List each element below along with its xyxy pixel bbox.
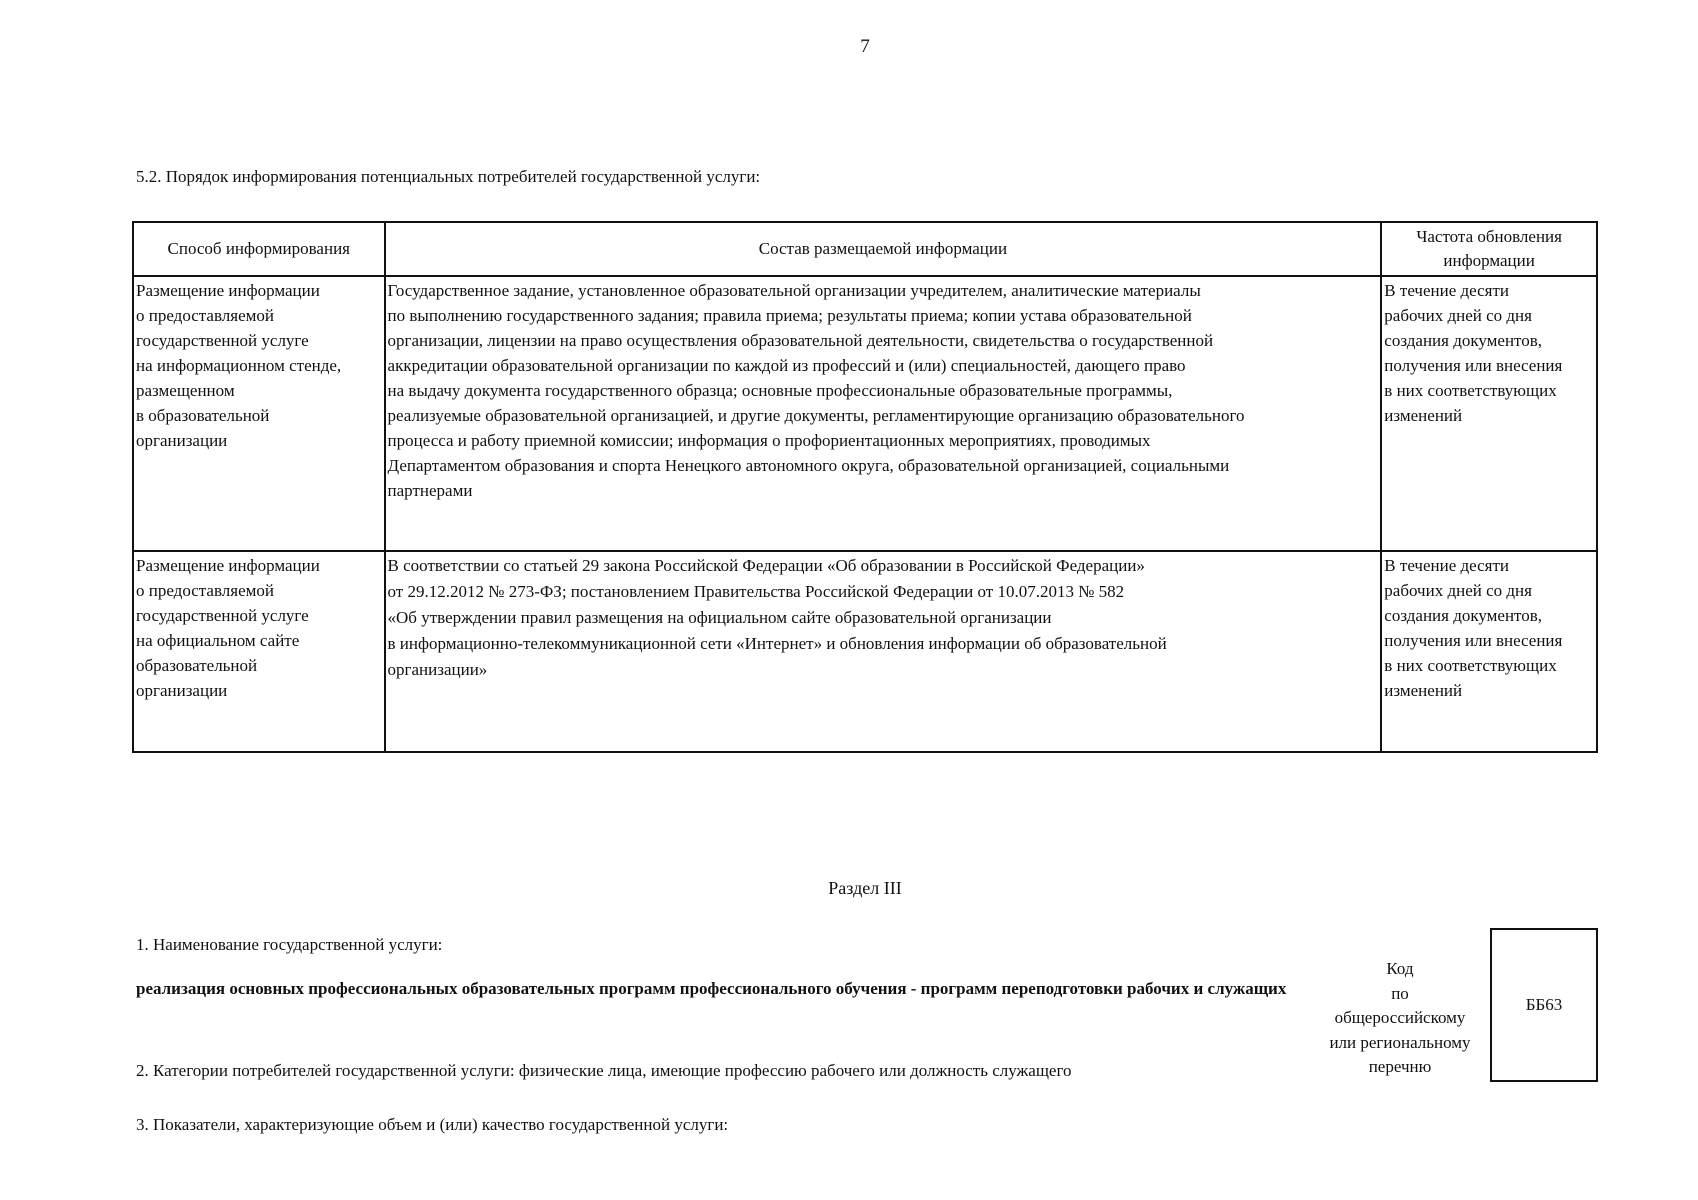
cell-line: получения или внесения [1384, 356, 1563, 375]
section-5-2-heading: 5.2. Порядок информирования потенциальных потребителей государственной услуги: [136, 167, 761, 186]
page-number: 7 [860, 36, 870, 57]
cell-line: в информационно-телекоммуникационной сети «Интернет» и обновления информации об образовательной [387, 634, 1167, 653]
cell-line: организации» [387, 660, 488, 679]
cell-line: в них соответствующих [1384, 381, 1557, 400]
code-label-line: Код [1386, 959, 1414, 978]
cell-line: размещенном [136, 381, 235, 400]
table-row [133, 551, 1597, 752]
consumer-categories: 2. Категории потребителей государственной услуги: физические лица, имеющие профессию рабочего или должность служащего [136, 1061, 1072, 1080]
cell-line: Департаментом образования и спорта Ненецкого автономного округа, образовательной организацией, социальными [387, 456, 1230, 475]
code-label-line: по [1391, 983, 1409, 1003]
cell-line: изменений [1384, 406, 1463, 425]
cell-line: создания документов, [1384, 606, 1543, 625]
method-cell [133, 276, 385, 551]
code-label-line: общероссийскому [1334, 1008, 1466, 1027]
cell-line: Государственное задание, установленное образовательной организации учредителем, аналитические материалы [387, 281, 1201, 300]
cell-line: рабочих дней со дня [1384, 581, 1532, 600]
cell-line: В течение десяти [1384, 281, 1510, 300]
cell-line: создания документов, [1384, 331, 1543, 350]
frequency-cell [1381, 276, 1597, 551]
cell-line: о предоставляемой [136, 581, 274, 600]
service-name: реализация основных профессиональных образовательных программ профессионального обучения - программ переподготовки рабочих и служащих [136, 979, 1287, 998]
content-cell [385, 276, 1382, 551]
code-label-line: или региональному [1329, 1032, 1471, 1052]
cell-line: рабочих дней со дня [1384, 306, 1532, 325]
cell-line: реализуемые образовательной организацией, и другие документы, регламентирующие организацию образовательного [387, 406, 1245, 425]
cell-line: государственной услуге [136, 606, 309, 625]
cell-line: организации [136, 681, 228, 700]
cell-line: на информационном стенде, [136, 356, 342, 375]
cell-line: аккредитации образовательной организации по каждой из профессий и (или) специальностей, дающего право [387, 356, 1186, 375]
cell-line: получения или внесения [1384, 631, 1563, 650]
cell-line: по выполнению государственного задания; правила приема; результаты приема; копии устава образовательной [387, 306, 1192, 325]
cell-line: образовательной [136, 656, 258, 675]
frequency-cell [1381, 551, 1597, 752]
cell-line: Размещение информации [136, 281, 320, 300]
table-row [133, 276, 1597, 551]
cell-line: процесса и работу приемной комиссии; информация о профориентационных мероприятиях, проводимых [387, 431, 1151, 450]
cell-line: от 29.12.2012 № 273-ФЗ; постановлением Правительства Российской Федерации от 10.07.2013 № 582 [387, 582, 1125, 601]
code-label [1312, 957, 1488, 1080]
cell-line: Размещение информации [136, 556, 320, 575]
table-header-row [133, 222, 1597, 276]
cell-line: государственной услуге [136, 331, 309, 350]
cell-line: на выдачу документа государственного образца; основные профессиональные образовательные программы, [387, 381, 1173, 400]
indicators-heading: 3. Показатели, характеризующие объем и (или) качество государственной услуги: [136, 1115, 729, 1134]
code-label-line: перечню [1368, 1057, 1432, 1076]
cell-line: организации, лицензии на право осуществления образовательной деятельности, свидетельства о государственной [387, 331, 1214, 350]
cell-line: В соответствии со статьей 29 закона Российской Федерации «Об образовании в Российской Федерации» [387, 556, 1145, 575]
code-box [1490, 928, 1598, 1082]
cell-line: «Об утверждении правил размещения на официальном сайте образовательной организации [387, 608, 1052, 627]
cell-line: изменений [1384, 681, 1463, 700]
cell-line: В течение десяти [1384, 556, 1510, 575]
cell-line: о предоставляемой [136, 306, 274, 325]
method-cell [133, 551, 385, 752]
information-table [132, 221, 1598, 753]
cell-line: на официальном сайте [136, 631, 300, 650]
cell-line: организации [136, 431, 228, 450]
header-frequency: Частота обновления информации [1381, 222, 1597, 276]
cell-line: в образовательной [136, 406, 270, 425]
section-title: Раздел III [828, 878, 902, 898]
service-name-label: 1. Наименование государственной услуги: [136, 935, 443, 954]
header-method: Способ информирования [133, 222, 385, 276]
content-cell [385, 551, 1382, 752]
cell-line: в них соответствующих [1384, 656, 1557, 675]
code-value: ББ63 [1525, 995, 1563, 1014]
cell-line: партнерами [387, 481, 473, 500]
header-content: Состав размещаемой информации [385, 222, 1382, 276]
